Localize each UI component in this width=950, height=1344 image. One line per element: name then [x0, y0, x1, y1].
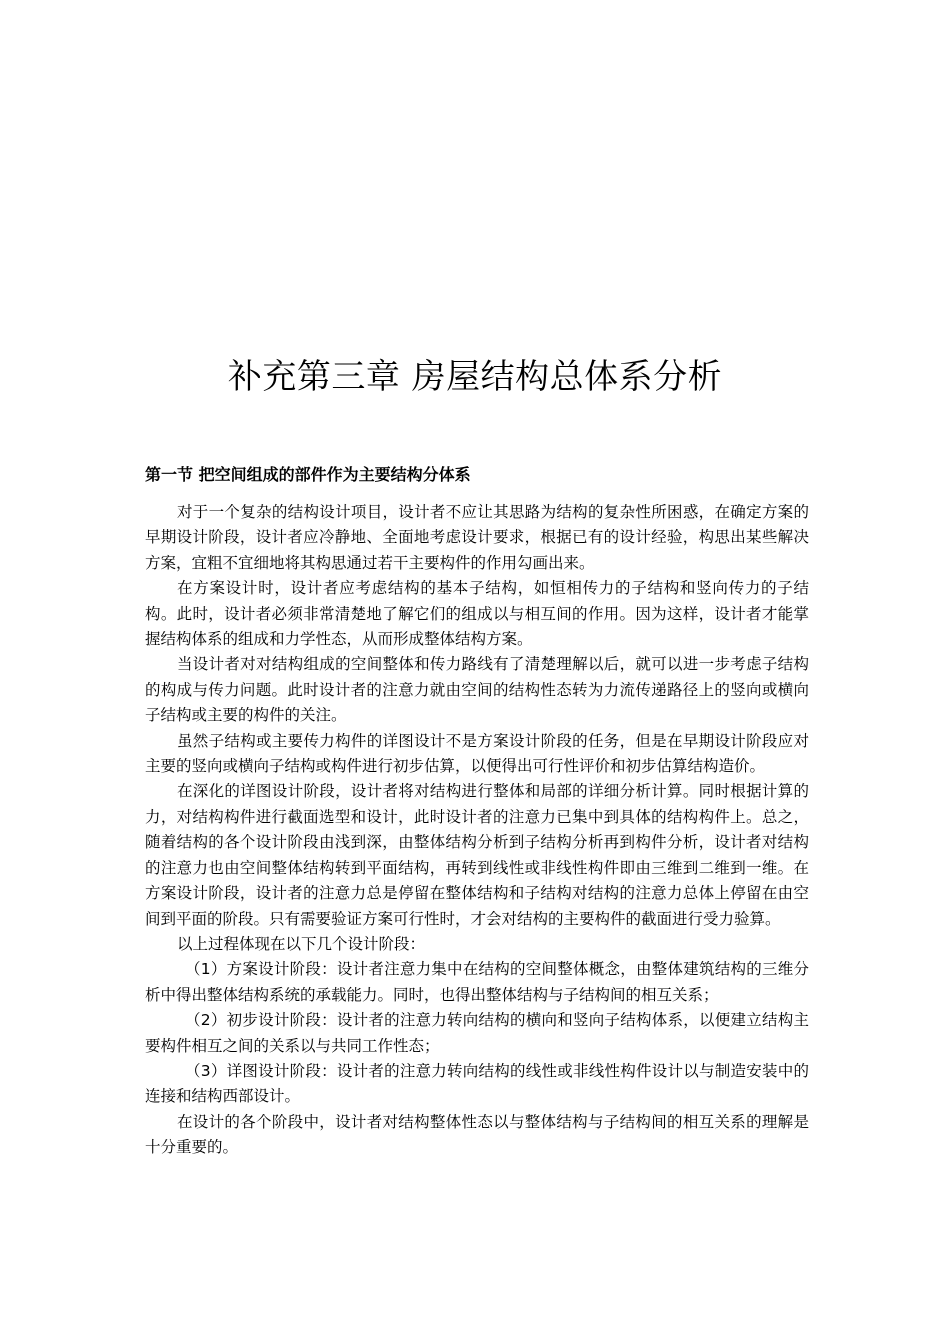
closing-paragraph: 在设计的各个阶段中，设计者对结构整体性态以与整体结构与子结构间的相互关系的理解是十分重要的。	[145, 1112, 809, 1157]
chapter-title: 补充第三章 房屋结构总体系分析	[227, 357, 723, 397]
body-text	[145, 500, 809, 1161]
paragraph: 以上过程体现在以下几个设计阶段：	[177, 934, 426, 953]
section-title: 第一节 把空间组成的部件作为主要结构分体系	[145, 465, 471, 484]
paragraph: 在方案设计时，设计者应考虑结构的基本子结构，如恒相传力的子结构和竖向传力的子结构。此时，设计者必须非常清楚地了解它们的组成以与相互间的作用。因为这样，设计者才能掌握结构体系的组成和力学性态，从而形成整体结构方案。	[145, 579, 809, 649]
paragraph: 当设计者对对结构组成的空间整体和传力路线有了清楚理解以后，就可以进一步考虑子结构的构成与传力问题。此时设计者的注意力就由空间的结构性态转为力流传递路径上的竖向或横向子结构或主要的构件的关注。	[145, 655, 809, 725]
stage-item: （1）方案设计阶段：设计者注意力集中在结构的空间整体概念，由整体建筑结构的三维分析中得出整体结构系统的承载能力。同时，也得出整体结构与子结构间的相互关系；	[145, 960, 809, 1004]
paragraph: 对于一个复杂的结构设计项目，设计者不应让其思路为结构的复杂性所困惑，在确定方案的早期设计阶段，设计者应冷静地、全面地考虑设计要求，根据已有的设计经验，构思出某些解决方案，宜粗不宜细地将其构思通过若干主要构件的作用勾画出来。	[145, 503, 809, 572]
paragraph: 虽然子结构或主要传力构件的详图设计不是方案设计阶段的任务，但是在早期设计阶段应对主要的竖向或横向子结构或构件进行初步估算，以便得出可行性评价和初步估算结构造价。	[145, 731, 809, 776]
paragraph: 在深化的详图设计阶段，设计者将对结构进行整体和局部的详细分析计算。同时根据计算的力，对结构构件进行截面选型和设计，此时设计者的注意力已集中到具体的结构构件上。总之，随着结构的各个设计阶段由浅到深，由整体结构分析到子结构分析再到构件分析，设计者对结构的注意力也由空间整体结构转到平面结构，再转到线性或非线性构件即由三维到二维到一维。在方案设计阶段，设计者的注意力总是停留在整体结构和子结构对结构的注意力总体上停留在由空间到平面的阶段。只有需要验证方案可行性时，才会对结构的主要构件的截面进行受力验算。	[145, 782, 809, 928]
stage-item: （2）初步设计阶段：设计者的注意力转向结构的横向和竖向子结构体系，以便建立结构主要构件相互之间的关系以与共同工作性态；	[145, 1011, 809, 1055]
stage-item: （3）详图设计阶段：设计者的注意力转向结构的线性或非线性构件设计以与制造安装中的连接和结构西部设计。	[145, 1061, 809, 1106]
